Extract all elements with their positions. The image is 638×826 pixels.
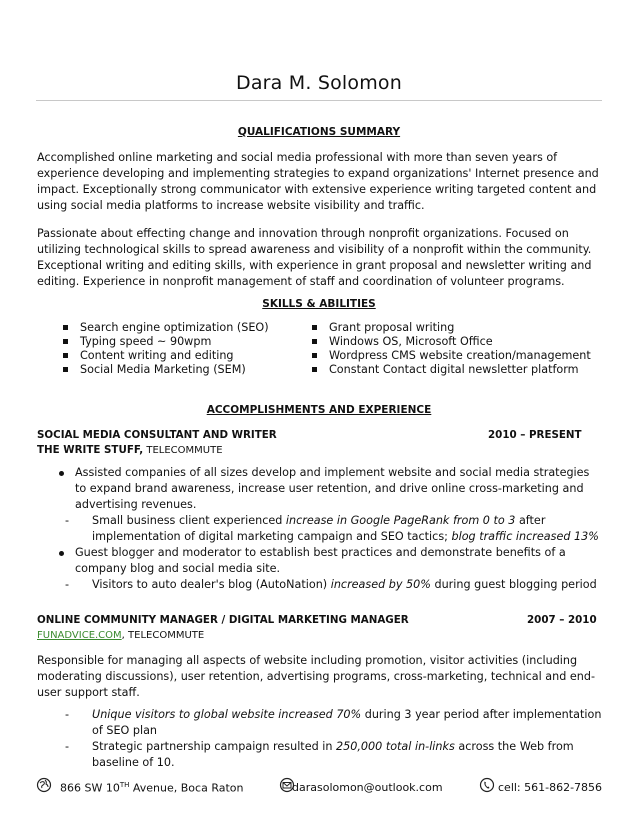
job-title: ONLINE COMMUNITY MANAGER / DIGITAL MARKETING MANAGER: [37, 614, 409, 626]
skill-item: Wordpress CMS website creation/management: [311, 349, 591, 363]
dash-marker: -: [65, 708, 70, 721]
skill-item: Search engine optimization (SEO): [62, 321, 269, 335]
skills-left-list: [62, 321, 269, 377]
job2-achievements: [55, 707, 603, 771]
job1-bullets: [55, 465, 603, 593]
address-text: 866 SW 10: [60, 781, 120, 795]
sub-item: [55, 577, 603, 593]
sub-text: Strategic partnership campaign resulted in: [92, 740, 336, 753]
job2-description: Responsible for managing all aspects of website including promotion, visitor activities (including moderating discussions), user retention, advertising programs, cross-marketing, technical and end-user support staff.: [37, 654, 595, 699]
sub-item: [55, 739, 603, 771]
qualifications-paragraph-1: Accomplished online marketing and social media professional with more than seven years of experience developing and implementing strategies to expand organizations' Internet presence and impact. Exceptionally strong communicator with extensive experience writing targeted content and using social media platforms to increase website visibility and traffic.: [37, 151, 599, 212]
dash-marker: -: [65, 578, 70, 591]
sub-emphasis: blog traffic increased 13%: [451, 530, 599, 543]
skills-heading: SKILLS & ABILITIES: [262, 298, 376, 310]
sub-item: [55, 707, 603, 739]
address-text: Avenue, Boca Raton: [129, 781, 244, 795]
contact-footer: [36, 781, 603, 801]
contact-address: [60, 781, 243, 795]
skill-item: Constant Contact digital newsletter platform: [311, 363, 591, 377]
employer-location: , TELECOMMUTE: [121, 630, 205, 641]
employer-location: TELECOMMUTE: [143, 445, 223, 456]
contact-email[interactable]: darasolomon@outlook.com: [292, 781, 443, 794]
dash-marker: -: [65, 514, 70, 527]
skill-item: Windows OS, Microsoft Office: [311, 335, 591, 349]
job-employer: [37, 630, 204, 641]
sub-text: during 3 year period after implementation of SEO plan: [92, 708, 602, 737]
sub-item: [55, 513, 603, 545]
contact-phone[interactable]: cell: 561-862-7856: [498, 781, 603, 794]
sub-emphasis: 250,000 total in-links: [336, 740, 455, 753]
name-divider: [36, 100, 602, 101]
phone-icon: [479, 777, 495, 796]
qualifications-heading: QUALIFICATIONS SUMMARY: [237, 126, 401, 138]
bullet-item: Guest blogger and moderator to establish best practices and demonstrate benefits of a company blog and social media site.: [55, 545, 603, 577]
sub-text: Visitors to auto dealer's blog (AutoNation): [92, 578, 331, 591]
skill-item: Social Media Marketing (SEM): [62, 363, 269, 377]
skill-item: Grant proposal writing: [311, 321, 591, 335]
skill-item: Content writing and editing: [62, 349, 269, 363]
skill-item: Typing speed ~ 90wpm: [62, 335, 269, 349]
candidate-name: Dara M. Solomon: [235, 72, 402, 94]
experience-heading: ACCOMPLISHMENTS AND EXPERIENCE: [206, 404, 432, 416]
qualifications-paragraph-2: Passionate about effecting change and innovation through nonprofit organizations. Focused on utilizing technological skills to spread awareness and visibility of a nonprofit within the community. Exceptional writing and editing skills, with experience in grant proposal and newsletter writing and editing. Experience in nonprofit management of staff and coordination of volunteer programs.: [37, 227, 592, 288]
employer-name: THE WRITE STUFF,: [37, 444, 144, 456]
job-dates: 2007 – 2010: [527, 614, 597, 626]
sub-text: after implementation of digital marketing campaign and SEO tactics;: [92, 514, 546, 543]
sub-emphasis: increased by 50%: [330, 578, 431, 591]
bullet-item: Assisted companies of all sizes develop and implement website and social media strategies to expand brand awareness, increase user retention, and drive online cross-marketing and advertising revenues.: [55, 465, 603, 513]
job-employer: [37, 444, 223, 456]
dash-marker: -: [65, 740, 70, 753]
employer-link[interactable]: FUNADVICE.COM: [37, 630, 122, 641]
globe-icon: [36, 777, 52, 796]
sub-text: Small business client experienced: [92, 514, 286, 527]
sub-text: during guest blogging period: [430, 578, 597, 591]
skills-right-list: [311, 321, 591, 377]
sub-emphasis: Unique visitors to global website increased 70%: [92, 708, 362, 721]
sub-emphasis: increase in Google PageRank from 0 to 3: [285, 514, 516, 527]
job-title: SOCIAL MEDIA CONSULTANT AND WRITER: [37, 429, 277, 441]
sub-text: across the Web from baseline of 10.: [92, 740, 574, 769]
address-superscript: TH: [119, 781, 130, 789]
job-dates: 2010 – PRESENT: [488, 429, 582, 441]
